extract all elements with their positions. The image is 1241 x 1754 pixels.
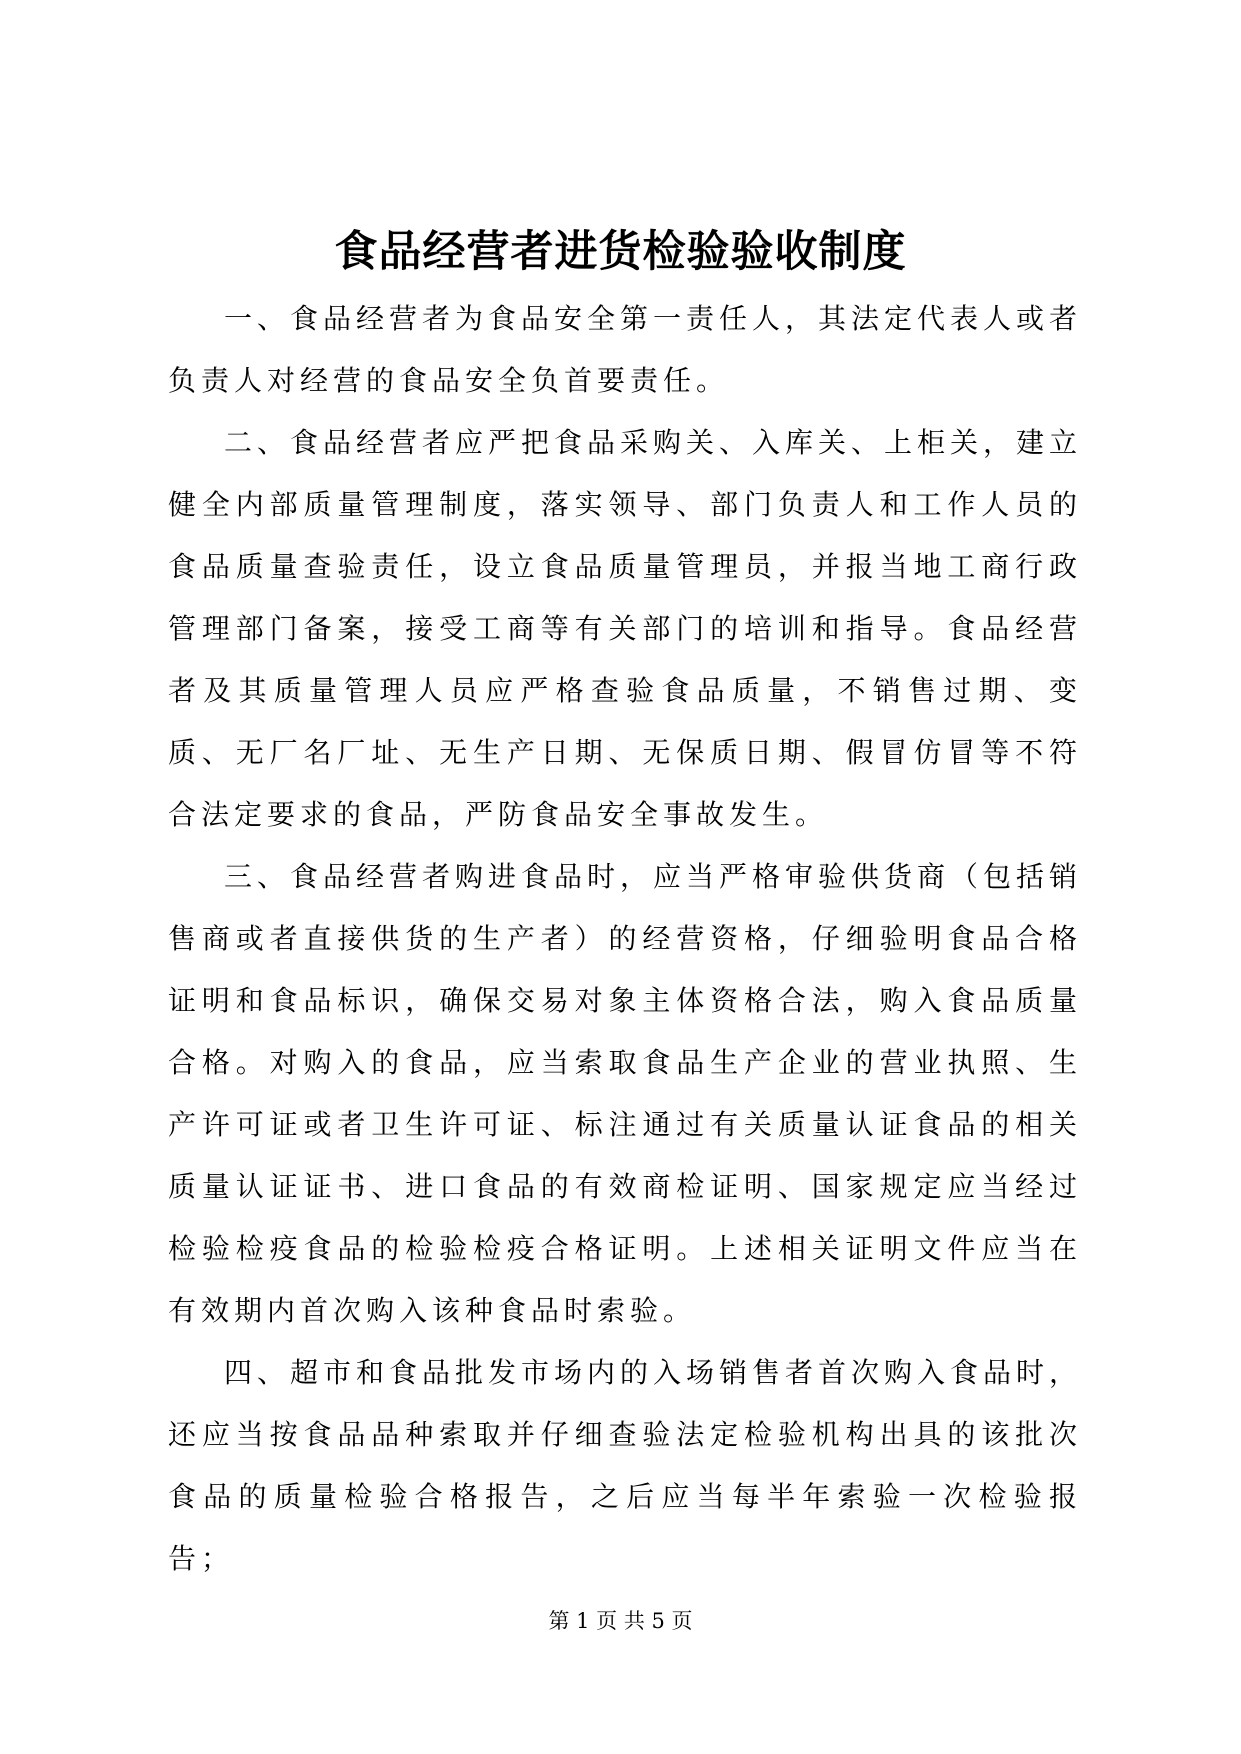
paragraph-1: 一、食品经营者为食品安全第一责任人，其法定代表人或者负责人对经营的食品安全负首要责任。 [168,302,1083,397]
paragraph-2: 二、食品经营者应严把食品采购关、入库关、上柜关，建立健全内部质量管理制度，落实领导、部门负责人和工作人员的食品质量查验责任，设立食品质量管理员，并报当地工商行政管理部门备案，接受工商等有关部门的培训和指导。食品经营者及其质量管理人员应严格查验食品质量，不销售过期、变质、无厂名厂址、无生产日期、无保质日期、假冒仿冒等不符合法定要求的食品，严防食品安全事故发生。 [168,426,1083,831]
page-footer: 第 1 页 共 5 页 [548,1609,693,1633]
document-body [168,288,1082,1590]
paragraph-4: 四、超市和食品批发市场内的入场销售者首次购入食品时，还应当按食品品种索取并仔细查验法定检验机构出具的该批次食品的质量检验合格报告，之后应当每半年索验一次检验报告； [168,1356,1083,1575]
paragraph-3: 三、食品经营者购进食品时，应当严格审验供货商（包括销售商或者直接供货的生产者）的经营资格，仔细验明食品合格证明和食品标识，确保交易对象主体资格合法，购入食品质量合格。对购入的食品，应当索取食品生产企业的营业执照、生产许可证或者卫生许可证、标注通过有关质量认证食品的相关质量认证证书、进口食品的有效商检证明、国家规定应当经过检验检疫食品的检验检疫合格证明。上述相关证明文件应当在有效期内首次购入该种食品时索验。 [168,860,1083,1327]
document-title: 食品经营者进货检验验收制度 [334,227,907,277]
